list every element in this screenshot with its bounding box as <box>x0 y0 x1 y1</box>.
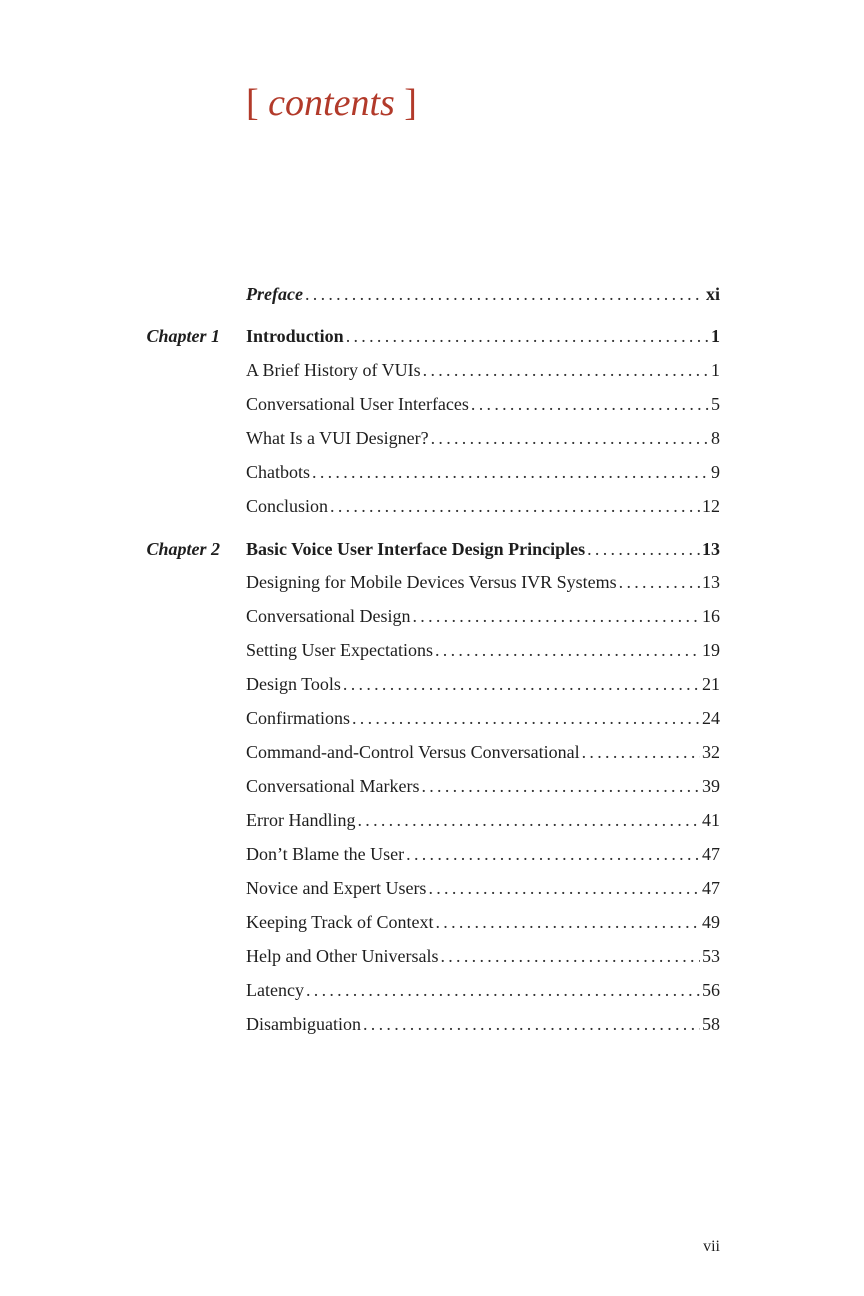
toc-page-number: 32 <box>702 742 720 762</box>
toc-page-number: 58 <box>702 1014 720 1034</box>
toc-page-number: 47 <box>702 844 720 864</box>
dot-leader <box>582 739 700 765</box>
toc-page-number: 49 <box>702 912 720 932</box>
toc-section[interactable] <box>246 569 720 595</box>
toc-page-number: 8 <box>711 428 720 448</box>
toc-entry-title: Conclusion <box>246 496 329 516</box>
toc-section[interactable] <box>246 739 720 765</box>
toc-section[interactable] <box>246 357 720 383</box>
toc-entry-title: A Brief History of VUIs <box>246 360 421 380</box>
toc-entry-title: Disambiguation <box>246 1014 361 1034</box>
toc-section[interactable] <box>246 909 720 935</box>
toc-page-number: 13 <box>702 539 720 559</box>
title-open-bracket: [ <box>246 82 269 124</box>
title-close-bracket: ] <box>394 82 417 124</box>
toc-section[interactable] <box>246 603 720 629</box>
toc-entry-title: Keeping Track of Context <box>246 912 434 932</box>
toc-entry-title: What Is a VUI Designer? <box>246 428 429 448</box>
toc-page-number: 5 <box>711 394 720 414</box>
dot-leader <box>406 841 700 867</box>
dot-leader <box>412 603 700 629</box>
toc-section[interactable] <box>246 807 720 833</box>
dot-leader <box>587 536 700 562</box>
toc-entry-title: Preface <box>246 284 303 304</box>
dot-leader <box>423 357 709 383</box>
dot-leader <box>428 875 700 901</box>
dot-leader <box>312 459 709 485</box>
toc-section[interactable] <box>246 977 720 1003</box>
toc-section[interactable] <box>246 943 720 969</box>
toc-entry-title: Conversational Markers <box>246 776 420 796</box>
dot-leader <box>305 281 704 307</box>
page-number-folio: vii <box>703 1238 720 1255</box>
toc-section[interactable] <box>246 425 720 451</box>
dot-leader <box>435 637 700 663</box>
dot-leader <box>352 705 700 731</box>
toc-page-number: 16 <box>702 606 720 626</box>
toc-page-number: 13 <box>702 572 720 592</box>
toc-entry-preface[interactable] <box>246 281 720 307</box>
toc-page-number: 47 <box>702 878 720 898</box>
toc-page-number: 56 <box>702 980 720 1000</box>
toc-entry-title: Conversational User Interfaces <box>246 394 469 414</box>
dot-leader <box>619 569 700 595</box>
toc-entry-title: Command-and-Control Versus Conversational <box>246 742 580 762</box>
toc-page-number: 1 <box>711 360 720 380</box>
toc-page-number: xi <box>705 284 720 304</box>
dot-leader <box>435 909 700 935</box>
toc-entry-title: Error Handling <box>246 810 356 830</box>
toc-section[interactable] <box>246 671 720 697</box>
toc-page-number: 24 <box>702 708 720 728</box>
toc-chapter-title[interactable] <box>246 536 720 562</box>
toc-entry-title: Help and Other Universals <box>246 946 439 966</box>
toc-entry-title: Don’t Blame the User <box>246 844 405 864</box>
toc-entry-title: Setting User Expectations <box>246 640 433 660</box>
toc-page-number: 19 <box>702 640 720 660</box>
toc-section[interactable] <box>246 875 720 901</box>
toc-page-number: 41 <box>702 810 720 830</box>
toc-entry-title: Designing for Mobile Devices Versus IVR Systems <box>246 572 617 592</box>
toc-section[interactable] <box>246 705 720 731</box>
dot-leader <box>343 671 700 697</box>
dot-leader <box>363 1011 700 1037</box>
toc-section[interactable] <box>246 773 720 799</box>
toc-section[interactable] <box>246 391 720 417</box>
toc-section[interactable] <box>246 459 720 485</box>
dot-leader <box>306 977 700 1003</box>
toc-section[interactable] <box>246 841 720 867</box>
toc-page-number: 1 <box>711 326 720 346</box>
toc-entry-title: Introduction <box>246 326 344 346</box>
title-word: contents <box>268 82 395 124</box>
toc-chapter-title[interactable] <box>246 323 720 349</box>
toc-section[interactable] <box>246 1011 720 1037</box>
chapter-label: Chapter 2 <box>146 539 220 559</box>
dot-leader <box>330 493 700 519</box>
dot-leader <box>431 425 709 451</box>
toc-page-number: 39 <box>702 776 720 796</box>
toc-section[interactable] <box>246 493 720 519</box>
toc-page-number: 9 <box>711 462 720 482</box>
toc-entry-title: Latency <box>246 980 304 1000</box>
dot-leader <box>357 807 700 833</box>
toc-entry-title: Basic Voice User Interface Design Principles <box>246 539 586 559</box>
toc-entry-title: Confirmations <box>246 708 350 728</box>
toc-entry-title: Novice and Expert Users <box>246 878 427 898</box>
toc-page-number: 21 <box>702 674 720 694</box>
dot-leader <box>346 323 709 349</box>
toc-entry-title: Design Tools <box>246 674 341 694</box>
toc-page-number: 12 <box>702 496 720 516</box>
toc-entry-title: Conversational Design <box>246 606 411 626</box>
toc-page-number: 53 <box>702 946 720 966</box>
dot-leader <box>421 773 700 799</box>
toc-section[interactable] <box>246 637 720 663</box>
dot-leader <box>440 943 700 969</box>
page-title <box>246 76 417 130</box>
dot-leader <box>471 391 709 417</box>
toc-entry-title: Chatbots <box>246 462 311 482</box>
chapter-label: Chapter 1 <box>146 326 220 346</box>
